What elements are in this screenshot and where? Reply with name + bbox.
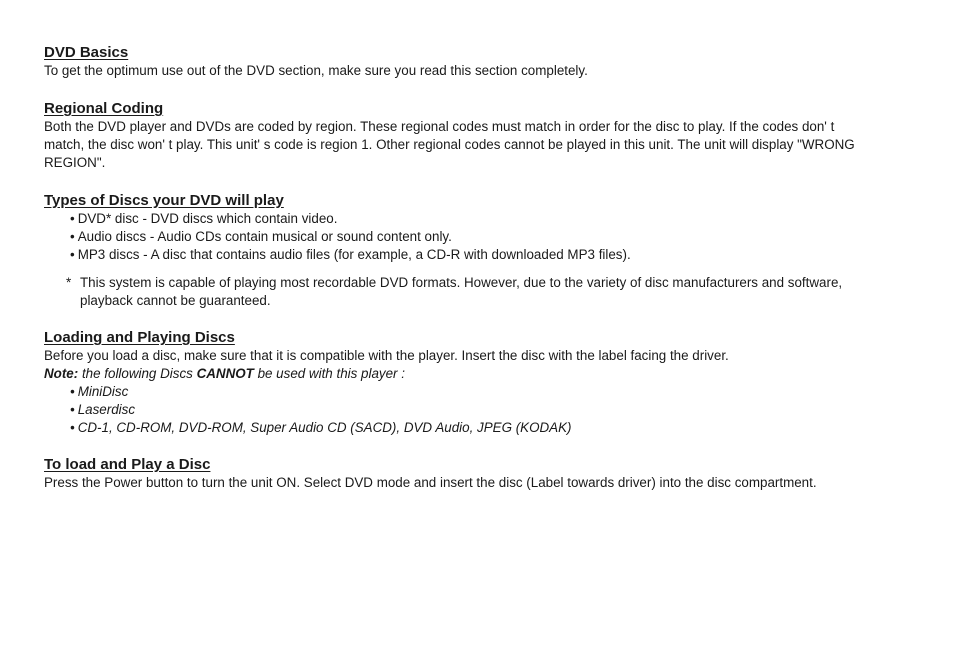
section-loading-playing — [44, 328, 914, 437]
list-item — [70, 401, 914, 419]
excluded-discs-list — [44, 383, 914, 437]
note-cannot: CANNOT — [196, 366, 254, 381]
list-item — [70, 383, 914, 401]
footnote-line-1: This system is capable of playing most recordable DVD formats. However, due to the variety of disc manufacturers and software, — [80, 275, 843, 290]
heading-to-load: To load and Play a Disc — [44, 456, 211, 473]
footnote — [44, 274, 914, 310]
dvd-basics-text: To get the optimum use out of the DVD section, make sure you read this section completely. — [44, 63, 588, 78]
regional-coding-line-1: Both the DVD player and DVDs are coded by region. These regional codes must match in order for the disc to play. If the codes don' t — [44, 119, 835, 134]
manual-page — [44, 43, 914, 492]
loading-text: Before you load a disc, make sure that it is compatible with the player. Insert the disc with the label facing the driver. — [44, 348, 729, 363]
regional-coding-line-3: REGION". — [44, 155, 106, 170]
list-item — [70, 228, 914, 246]
heading-dvd-basics: DVD Basics — [44, 44, 129, 61]
list-item-text: MP3 discs - A disc that contains audio files (for example, a CD-R with downloaded MP3 files). — [77, 247, 631, 262]
section-to-load — [44, 455, 914, 492]
bullet-icon: • — [70, 402, 75, 417]
heading-disc-types: Types of Discs your DVD will play — [44, 192, 284, 209]
footnote-mark: * — [66, 275, 72, 290]
list-item-text: Laserdisc — [77, 402, 136, 417]
list-item-text: CD-1, CD-ROM, DVD-ROM, Super Audio CD (SACD), DVD Audio, JPEG (KODAK) — [77, 420, 572, 435]
list-item — [70, 419, 914, 437]
footnote-text — [80, 274, 914, 310]
list-item — [70, 246, 914, 264]
note-text-1: the following Discs — [78, 366, 197, 381]
bullet-icon: • — [70, 229, 75, 244]
list-item — [70, 210, 914, 228]
bullet-icon: • — [70, 247, 75, 262]
to-load-text: Press the Power button to turn the unit ON. Select DVD mode and insert the disc (Label towards driver) into the disc compartment. — [44, 475, 817, 490]
bullet-icon: • — [70, 384, 75, 399]
section-regional-coding — [44, 99, 914, 172]
section-dvd-basics — [44, 43, 914, 80]
list-item-text: Audio discs - Audio CDs contain musical or sound content only. — [77, 229, 452, 244]
bullet-icon: • — [70, 211, 75, 226]
section-disc-types — [44, 191, 914, 310]
heading-loading-playing: Loading and Playing Discs — [44, 329, 235, 346]
note-text-2: be used with this player : — [253, 366, 405, 381]
disc-types-list — [44, 210, 914, 264]
list-item-text: DVD* disc - DVD discs which contain video. — [77, 211, 338, 226]
regional-coding-line-2: match, the disc won' t play. This unit' s code is region 1. Other regional codes cannot be played in this unit. The unit will display "WRONG — [44, 137, 855, 152]
note-line — [44, 365, 914, 383]
list-item-text: MiniDisc — [77, 384, 129, 399]
footnote-line-2: playback cannot be guaranteed. — [80, 293, 271, 308]
bullet-icon: • — [70, 420, 75, 435]
heading-regional-coding: Regional Coding — [44, 100, 164, 117]
note-label: Note: — [44, 366, 79, 381]
